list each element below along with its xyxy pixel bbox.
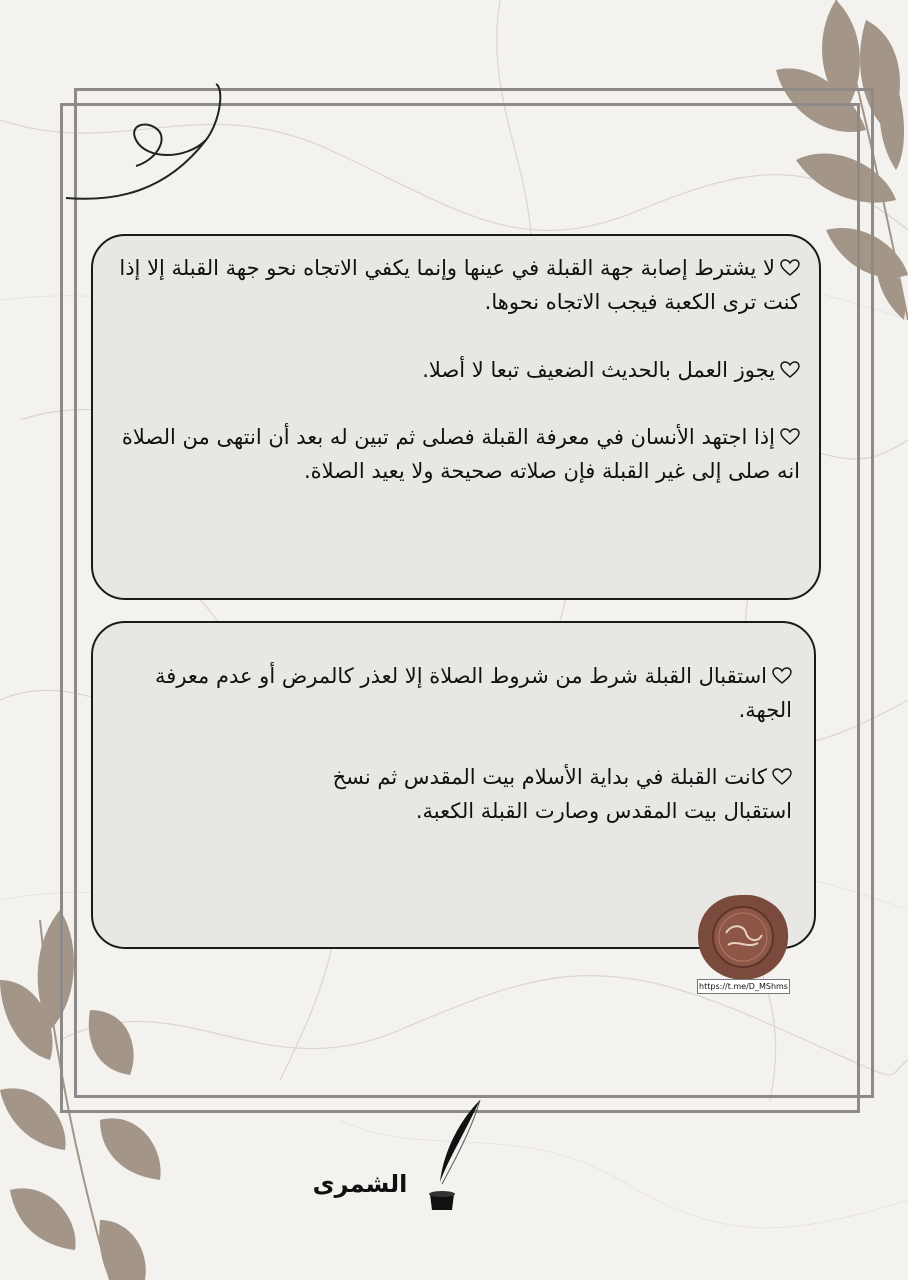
heart-outline-icon: [772, 667, 792, 685]
paragraph-text: استقبال القبلة شرط من شروط الصلاة إلا لعذر كالمرض أو عدم معرفة الجهة.: [155, 664, 792, 722]
paragraph-text: كانت القبلة في بداية الأسلام بيت المقدس ثم نسخ استقبال بيت المقدس وصارت القبلة الكعبة.: [332, 765, 792, 823]
seal-url-label: https://t.me/D_MShms: [697, 979, 790, 994]
heart-outline-icon: [780, 361, 800, 379]
info-card-top: [91, 234, 821, 600]
card-paragraph: [113, 353, 800, 387]
quill-inkwell-icon: [422, 1098, 492, 1213]
heart-outline-icon: [780, 428, 800, 446]
ink-flourish-icon: [56, 80, 236, 210]
card-paragraph: [113, 760, 792, 828]
author-signature: الشمرى: [312, 1170, 408, 1198]
card-paragraph: [113, 659, 792, 727]
heart-outline-icon: [772, 768, 792, 786]
paragraph-text: يجوز العمل بالحديث الضعيف تبعا لا أصلا.: [422, 358, 775, 382]
paragraph-text: لا يشترط إصابة جهة القبلة في عينها وإنما يكفي الاتجاه نحو جهة القبلة إلا إذا كنت ترى الكعبة فيجب الاتجاه نحوها.: [119, 256, 800, 314]
heart-outline-icon: [780, 259, 800, 277]
wax-seal-icon: [696, 893, 790, 981]
paragraph-text: إذا اجتهد الأنسان في معرفة القبلة فصلى ثم تبين له بعد أن انتهى من الصلاة انه صلى إلى غير القبلة فإن صلاته صحيحة ولا يعيد الصلاة.: [121, 425, 800, 483]
card-paragraph: [113, 420, 800, 488]
card-paragraph: [113, 251, 800, 319]
